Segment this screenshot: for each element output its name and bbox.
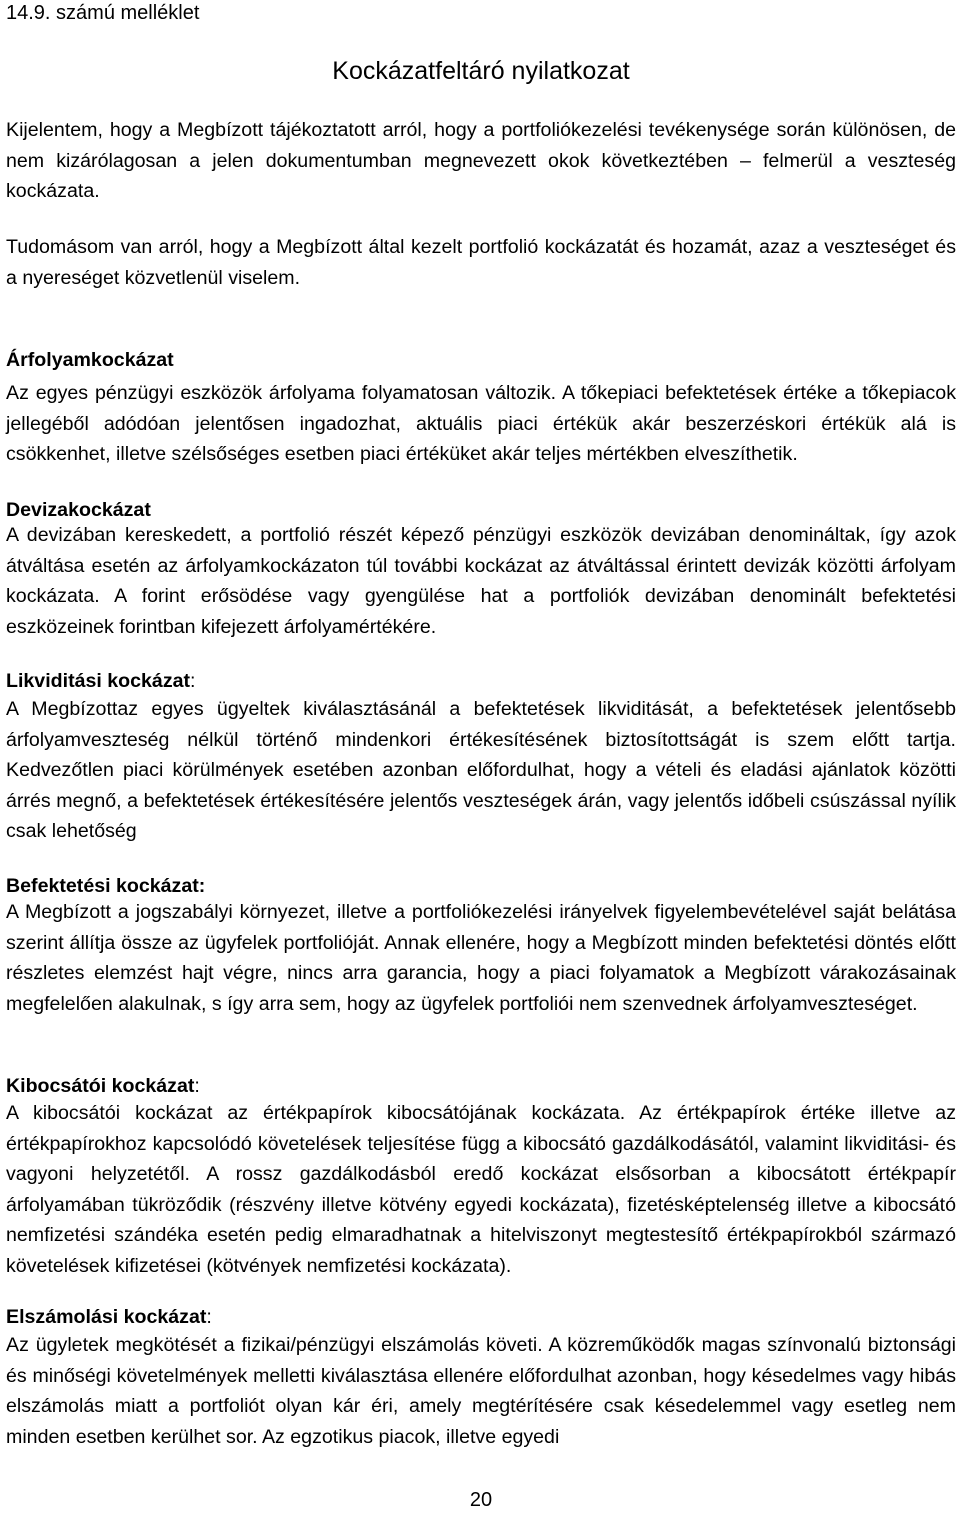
section-heading-liquidity-risk [6,666,196,696]
section-text-liquidity-risk: A Megbízottaz egyes ügyeltek kiválasztásánál a befektetések likviditását, a befektetések jelentősebb árfolyamveszteség nélkül történő mindenkori értékesítésének biztosítottságát is szem előtt tartja. Kedvezőtlen piaci körülmények esetében azonban előfordulhat, hogy a vételi és eladási ajánlatok közötti árrés megnő, a befektetések értékesítésére jelentős veszteségek árán, vagy jelentős időbeli csúszással nyílik csak lehetőség [6,698,956,842]
section-text-exchange-rate-risk: Az egyes pénzügyi eszközök árfolyama folyamatosan változik. A tőkepiaci befektetések értéke a tőkepiacok jellegéből adódóan jelentősen ingadozhat, aktuális piaci értékük akár beszerzéskori értékük alá is csökkenhet, illetve szélsőséges esetben piaci értéküket akár teljes mértékben elveszíthetik. [6,382,956,465]
section-heading-text: Likviditási kockázat [6,670,191,692]
page-number: 20 [469,1489,493,1511]
section-heading-text: Árfolyamkockázat [6,349,174,371]
section-heading-text: Kibocsátói kockázat [6,1075,195,1097]
appendix-label: 14.9. számú melléklet [6,2,200,24]
section-heading-text: Elszámolási kockázat [6,1306,207,1328]
intro-paragraph-1: Kijelentem, hogy a Megbízott tájékoztatott arról, hogy a portfoliókezelési tevékenysége során különösen, de nem kizárólagosan a jelen dokumentumban megnevezett okok következtében – felmerül a veszteség kockázata. [6,119,956,202]
section-heading-exchange-rate-risk [6,345,174,375]
section-heading-colon: : [198,875,206,897]
section-heading-colon: : [194,1075,200,1097]
section-heading-text: Befektetési kockázat [6,875,199,897]
section-text-settlement-risk: Az ügyletek megkötését a fizikai/pénzügyi elszámolás követi. A közreműködők magas színvonalú biztonsági és minőségi követelmények melletti kiválasztása ellenére előfordulhat azonban, hogy késedelmes vagy hibás elszámolás miatt a portfoliót olyan kár éri, amely megtérítésére csak késedelemmel vagy esetleg nem minden esetben kerülhet sor. Az egzotikus piacok, illetve egyedi [6,1334,956,1448]
section-heading-issuer-risk [6,1071,200,1101]
document-title: Kockázatfeltáró nyilatkozat [332,57,630,85]
section-text-currency-risk: A devizában kereskedett, a portfolió részét képező pénzügyi eszközök devizában denomináltak, így azok átváltása esetén az árfolyamkockázaton túl további kockázat az átváltással érintett devizák közötti árfolyam kockázata. A forint erősödése vagy gyengülése hat a portfoliók devizában denominált befektetési eszközeinek forintban kifejezett árfolyamértékére. [6,524,956,638]
section-heading-colon: : [190,670,196,692]
intro-paragraph-2: Tudomásom van arról, hogy a Megbízott által kezelt portfolió kockázatát és hozamát, azaz a veszteséget és a nyereséget közvetlenül viselem. [6,236,956,289]
section-heading-text: Devizakockázat [6,499,151,521]
section-text-investment-risk: A Megbízott a jogszabályi környezet, illetve a portfoliókezelési irányelvek figyelembevételével saját belátása szerint állítja össze az ügyfelek portfolióját. Annak ellenére, hogy a Megbízott minden befektetési döntés előtt részletes elemzést hajt végre, nincs arra garancia, hogy a piaci folyamatok a Megbízott várakozásainak megfelelően alakulnak, s így arra sem, hogy az ügyfelek portfoliói nem szenvednek árfolyamveszteséget. [6,901,956,1015]
section-text-issuer-risk: A kibocsátói kockázat az értékpapírok kibocsátójának kockázata. Az értékpapírok értéke illetve az értékpapírokhoz kapcsolódó követelések teljesítése függ a kibocsátó gazdálkodásától, valamint likviditási- és vagyoni helyzetétől. A rossz gazdálkodásból eredő kockázat elsősorban a kibocsátott értékpapír árfolyamában tükröződik (részvény illetve kötvény egyedi kockázata), fizetésképtelenség illetve a kibocsátó nemfizetési szándéka esetén pedig elmaradhatnak a hitelviszonyt megtestesítő értékpapírokból származó követelések kifizetései (kötvények nemfizetési kockázata). [6,1102,956,1277]
section-heading-colon: : [206,1306,212,1328]
section-heading-settlement-risk [6,1302,212,1332]
